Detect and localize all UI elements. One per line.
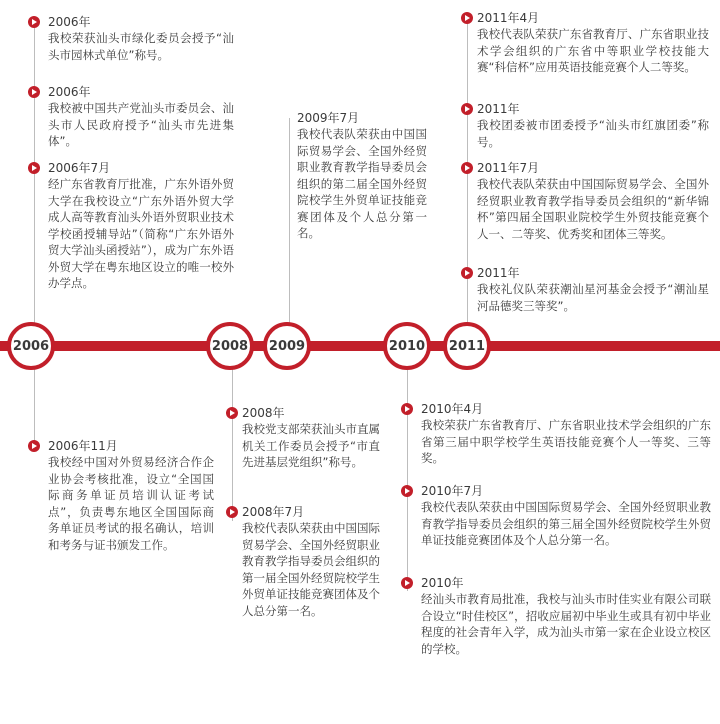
entry-date: 2008年	[242, 406, 285, 420]
entry-text: 我校代表队荣获广东省教育厅、广东省职业技术学会组织的广东省中等职业学校技能大赛“科信杯”应用英语技能竞赛个人二等奖。	[477, 27, 709, 74]
timeline-entry-above	[461, 10, 709, 76]
year-marker-2006: 2006	[7, 322, 55, 370]
timeline-entry-above	[461, 160, 709, 242]
entry-text: 我校礼仪队荣获潮汕星河基金会授予“潮汕星河品德奖三等奖”。	[477, 282, 709, 313]
timeline-entry-below	[226, 405, 380, 471]
entry-date: 2011年4月	[477, 11, 540, 25]
bullet-arrow-icon	[28, 86, 40, 98]
entry-date: 2008年7月	[242, 505, 305, 519]
entry-text: 经汕头市教育局批准，我校与汕头市时佳实业有限公司联合设立“时佳校区”，招收应届初中毕业生或具有初中毕业程度的社会青年入学，成为汕头市第一家在企业设立校区的学校。	[421, 592, 711, 656]
entry-date: 2010年4月	[421, 402, 484, 416]
timeline-entry-above	[28, 160, 234, 292]
entry-date: 2006年7月	[48, 161, 111, 175]
timeline-entry-above	[28, 84, 234, 150]
entry-date: 2006年	[48, 15, 91, 29]
entry-date: 2011年7月	[477, 161, 540, 175]
timeline-entry-above	[461, 265, 709, 314]
entry-text: 我校代表队荣获由中国国际贸易学会、全国外经贸职业教育教学指导委员会组织的第二届全国外经贸院校学生外贸单证技能竞赛团体及个人总分第一名。	[297, 127, 427, 240]
bullet-arrow-icon	[401, 577, 413, 589]
entry-date: 2010年	[421, 576, 464, 590]
entry-text: 我校代表队荣获由中国国际贸易学会、全国外经贸职业教育教学指导委员会组织的第一届全国外经贸院校学生外贸单证技能竞赛团体及个人总分第一名。	[242, 521, 380, 618]
entry-date: 2011年	[477, 102, 520, 116]
entry-date: 2006年11月	[48, 439, 118, 453]
bullet-arrow-icon	[401, 485, 413, 497]
timeline-entry-above	[461, 101, 709, 150]
entry-text: 我校被中国共产党汕头市委员会、汕头市人民政府授予“汕头市先进集体”。	[48, 101, 234, 148]
timeline-axis	[0, 341, 720, 351]
timeline-entry-below	[401, 575, 711, 657]
entry-text: 我校党支部荣获汕头市直属机关工作委员会授予“市直先进基层党组织”称号。	[242, 422, 380, 469]
bullet-arrow-icon	[461, 12, 473, 24]
entry-date: 2009年7月	[297, 111, 360, 125]
entry-date: 2011年	[477, 266, 520, 280]
entry-date: 2006年	[48, 85, 91, 99]
entry-text: 经广东省教育厅批准，广东外语外贸大学在我校设立“广东外语外贸大学成人高等教育汕头外语外贸职业技术学校函授辅导站”（简称“广东外语外贸大学汕头函授站”），成为广东外语外贸大学在粤东地区设立的唯一校外办学点。	[48, 177, 234, 290]
entry-text: 我校代表队荣获由中国国际贸易学会、全国外经贸职业教育教学指导委员会组织的第三届全国外经贸院校学生外贸单证技能竞赛团体及个人总分第一名。	[421, 500, 711, 547]
timeline-entry-above	[28, 14, 234, 63]
timeline-entry-above	[277, 110, 427, 242]
year-marker-2011: 2011	[443, 322, 491, 370]
timeline-entry-below	[28, 438, 214, 553]
timeline-entry-below	[401, 401, 711, 467]
bullet-arrow-icon	[226, 506, 238, 518]
bullet-arrow-icon	[461, 103, 473, 115]
bullet-arrow-icon	[28, 440, 40, 452]
connector-line-2010-below	[407, 366, 408, 591]
year-marker-2009: 2009	[263, 322, 311, 370]
year-marker-2010: 2010	[383, 322, 431, 370]
timeline-entry-below	[226, 504, 380, 619]
bullet-arrow-icon	[401, 403, 413, 415]
entry-date: 2010年7月	[421, 484, 484, 498]
entry-text: 我校经中国对外贸易经济合作企业协会考核批准，设立“全国国际商务单证员培训认证考试点”，负责粤东地区全国国际商务单证员考试的报名确认，培训和考务与证书颁发工作。	[48, 455, 214, 552]
bullet-arrow-icon	[28, 16, 40, 28]
bullet-arrow-icon	[461, 162, 473, 174]
year-marker-2008: 2008	[206, 322, 254, 370]
entry-text: 我校荣获汕头市绿化委员会授予“汕头市园林式单位”称号。	[48, 31, 234, 62]
bullet-arrow-icon	[226, 407, 238, 419]
entry-text: 我校团委被市团委授予“汕头市红旗团委”称号。	[477, 118, 709, 149]
entry-text: 我校荣获广东省教育厅、广东省职业技术学会组织的广东省第三届中职学校学生英语技能竞赛个人一等奖、三等奖。	[421, 418, 711, 465]
bullet-arrow-icon	[28, 162, 40, 174]
timeline-entry-below	[401, 483, 711, 549]
bullet-arrow-icon	[461, 267, 473, 279]
entry-text: 我校代表队荣获由中国国际贸易学会、全国外经贸职业教育教学指导委员会组织的“新华锦杯”第四届全国职业院校学生外贸技能竞赛个人一、二等奖、优秀奖和团体三等奖。	[477, 177, 709, 241]
